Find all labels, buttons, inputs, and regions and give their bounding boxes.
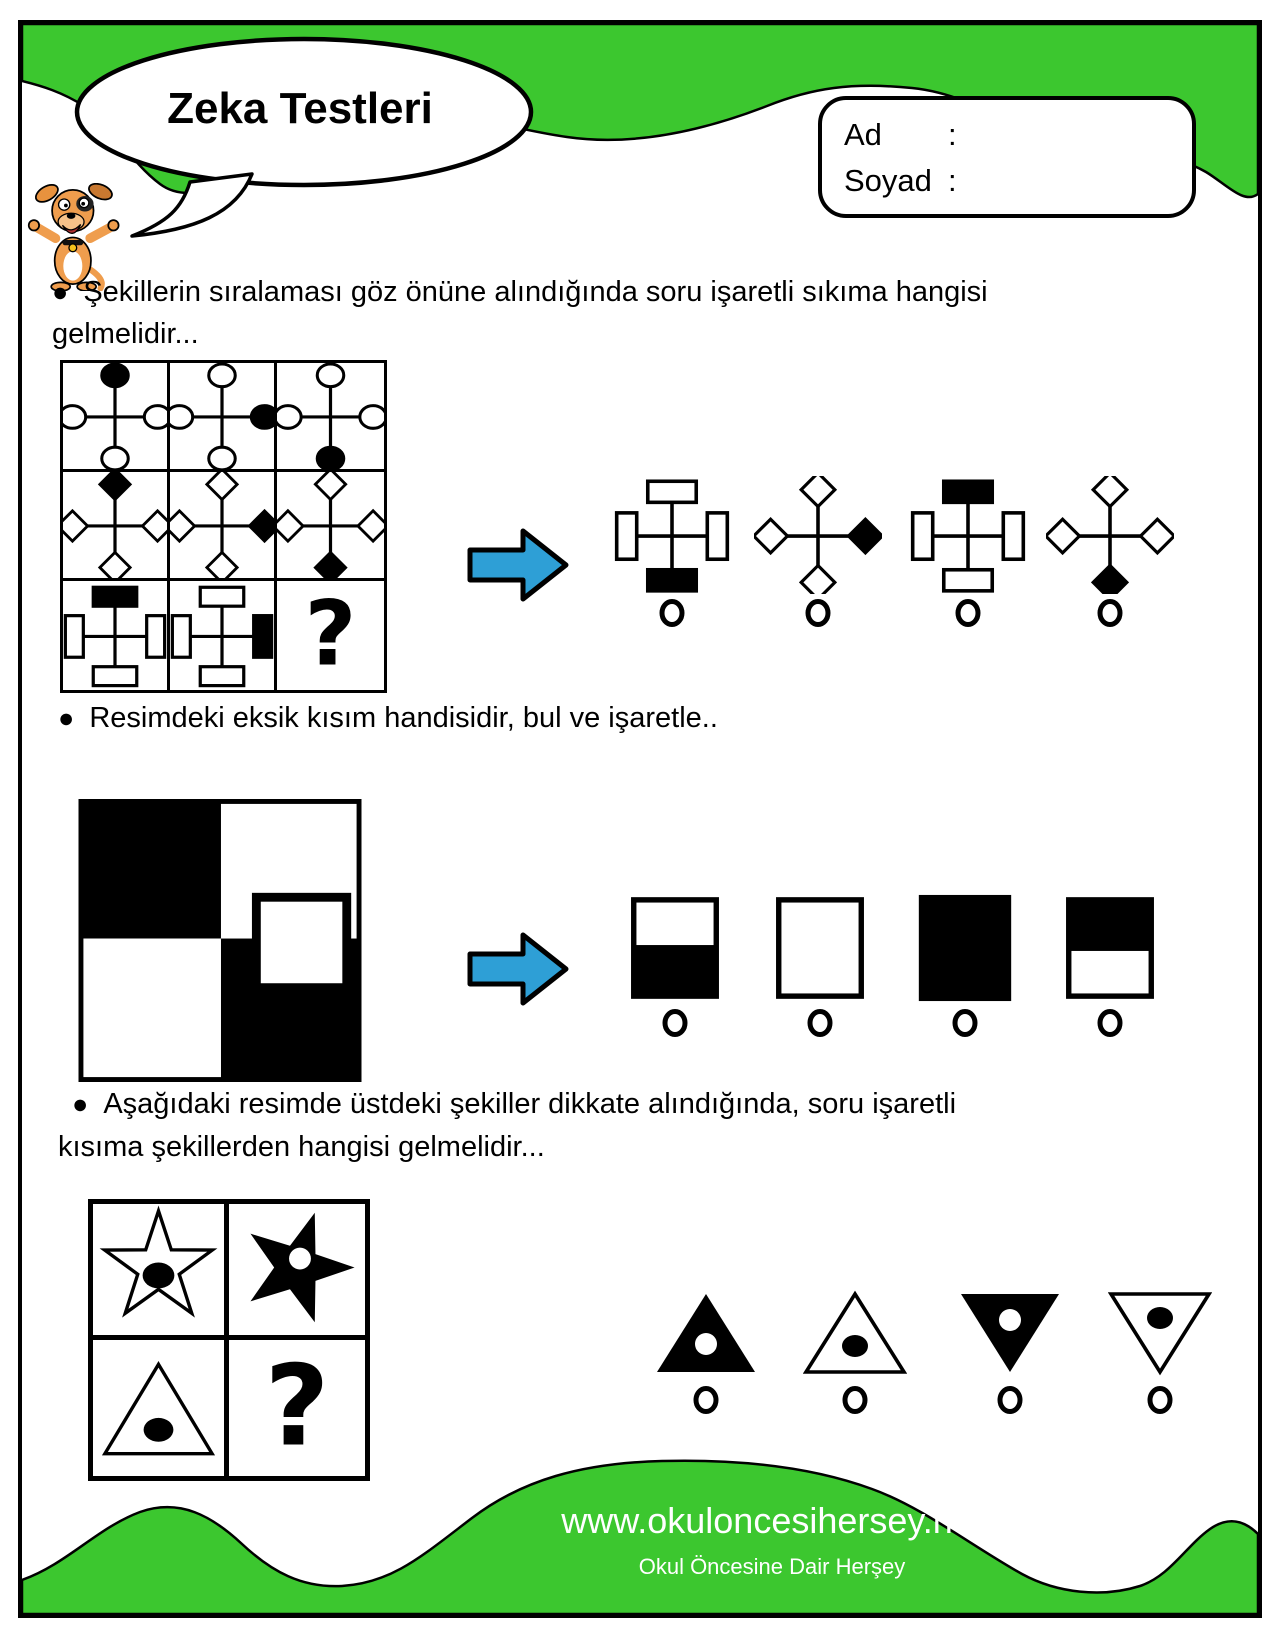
- answer-bubble[interactable]: [995, 1384, 1025, 1416]
- name-box: [818, 96, 1196, 218]
- answer-bubble[interactable]: [803, 597, 833, 629]
- q3-option-d[interactable]: [1108, 1290, 1212, 1416]
- q3-grid-cell-1: [93, 1204, 229, 1340]
- q2-picture: [77, 799, 363, 1082]
- arrow-right-icon: [466, 928, 570, 1010]
- dog-mascot-illustration: [26, 183, 130, 291]
- soyad-label: Soyad: [844, 163, 932, 198]
- q1-option-a[interactable]: [608, 476, 736, 629]
- arrow-right-icon: [466, 524, 570, 606]
- q1-matrix-grid: [60, 360, 387, 693]
- q1-option-c-shape: [904, 476, 1032, 594]
- svg-text:?: ?: [304, 582, 357, 687]
- answer-bubble[interactable]: [1095, 597, 1125, 629]
- q3-grid-cell-2: [229, 1204, 365, 1340]
- q3-line1-text: Aşağıdaki resimde üstdeki şekiller dikkate alındığında, soru işaretli: [103, 1088, 957, 1120]
- q2-option-c-shape: [917, 892, 1013, 1004]
- q2-option-c[interactable]: [917, 892, 1013, 1039]
- q2-option-d[interactable]: [1062, 892, 1158, 1039]
- answer-bubble[interactable]: [1095, 1007, 1125, 1039]
- ad-value-field[interactable]: [968, 112, 1192, 158]
- q1-option-b[interactable]: [754, 476, 882, 629]
- soyad-colon: :: [948, 163, 957, 198]
- q3-option-b[interactable]: [803, 1290, 907, 1416]
- answer-bubble[interactable]: [950, 1007, 980, 1039]
- q1-option-c[interactable]: [904, 476, 1032, 629]
- q3-line2-text: kısıma şekillerden hangisi gelmelidir...: [58, 1131, 545, 1163]
- q2-line1-text: Resimdeki eksik kısım handisidir, bul ve işaretle..: [89, 702, 718, 734]
- soyad-value-field[interactable]: [968, 158, 1192, 204]
- worksheet-title: Zeka Testleri: [167, 84, 433, 133]
- q3-option-d-shape: [1108, 1290, 1212, 1376]
- q1-line2-text: gelmelidir...: [52, 318, 199, 350]
- q1-text-line1: [52, 276, 988, 309]
- q2-option-b-shape: [772, 892, 868, 1004]
- ad-colon: :: [948, 117, 957, 152]
- q1-grid-cell-1: [63, 363, 170, 472]
- q2-text-line1: [58, 702, 718, 735]
- footer-website-url[interactable]: www.okuloncesihersey.net: [561, 1500, 983, 1541]
- q1-option-b-shape: [754, 476, 882, 594]
- q1-option-d-shape: [1046, 476, 1174, 594]
- bullet-icon: ●: [72, 1089, 89, 1119]
- q1-grid-cell-2: [170, 363, 277, 472]
- answer-bubble[interactable]: [1145, 1384, 1175, 1416]
- q1-grid-cell-3: [277, 363, 384, 472]
- q1-grid-cell-4: [63, 472, 170, 581]
- q1-grid-cell-5: [170, 472, 277, 581]
- name-row-ad: [844, 112, 1192, 158]
- q3-option-a[interactable]: [654, 1290, 758, 1416]
- answer-bubble[interactable]: [660, 1007, 690, 1039]
- answer-bubble[interactable]: [840, 1384, 870, 1416]
- answer-bubble[interactable]: [657, 597, 687, 629]
- ad-label: Ad: [844, 117, 882, 152]
- name-row-soyad: [844, 158, 1192, 204]
- q2-option-b[interactable]: [772, 892, 868, 1039]
- footer-tagline: Okul Öncesine Dair Herşey: [638, 1554, 906, 1579]
- q1-grid-cell-6: [277, 472, 384, 581]
- bullet-icon: ●: [52, 277, 69, 307]
- q3-option-c[interactable]: [958, 1290, 1062, 1416]
- q1-option-d[interactable]: [1046, 476, 1174, 629]
- q3-option-b-shape: [803, 1290, 907, 1376]
- q2-option-d-shape: [1062, 892, 1158, 1004]
- q1-grid-cell-7: [63, 581, 170, 690]
- q3-text-line2: [58, 1131, 545, 1164]
- speech-bubble-tail: [132, 174, 252, 236]
- answer-bubble[interactable]: [953, 597, 983, 629]
- bullet-icon: ●: [58, 703, 75, 733]
- answer-bubble[interactable]: [691, 1384, 721, 1416]
- q1-grid-cell-9: [277, 581, 384, 690]
- answer-bubble[interactable]: [805, 1007, 835, 1039]
- q3-option-a-shape: [654, 1290, 758, 1376]
- q2-option-a-shape: [627, 892, 723, 1004]
- q2-option-a[interactable]: [627, 892, 723, 1039]
- q1-option-a-shape: [608, 476, 736, 594]
- svg-text:?: ?: [264, 1341, 330, 1472]
- q1-line1-text: Şekillerin sıralaması göz önüne alındığında soru işaretli sıkıma hangisi: [83, 276, 988, 308]
- q3-option-c-shape: [958, 1290, 1062, 1376]
- q3-text-line1: [72, 1088, 956, 1121]
- q1-text-line2: [52, 318, 199, 351]
- q1-grid-cell-8: [170, 581, 277, 690]
